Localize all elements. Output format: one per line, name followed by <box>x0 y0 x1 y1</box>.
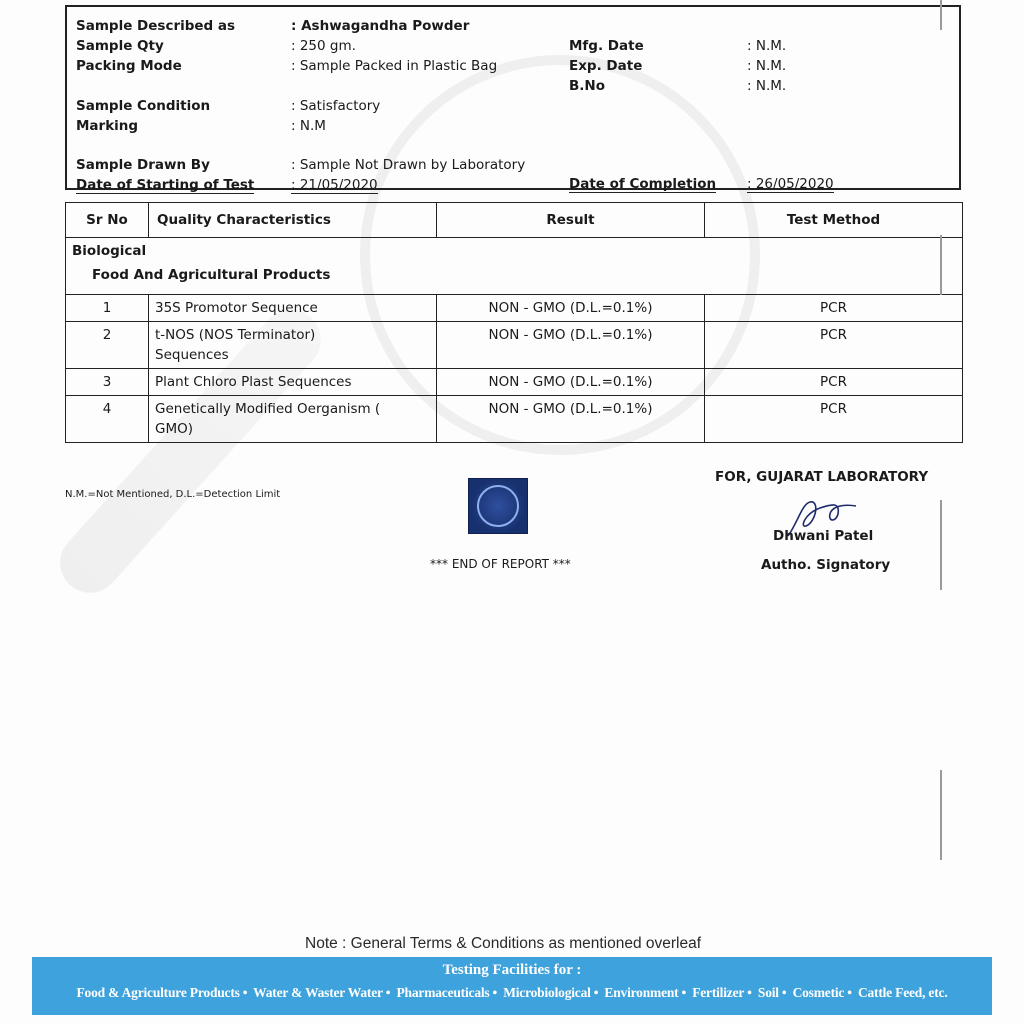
facility-item: Pharmaceuticals <box>396 985 490 1000</box>
laboratory-seal <box>468 478 528 534</box>
row-test-method: PCR <box>705 369 963 396</box>
facility-item: Food & Agriculture Products <box>76 985 240 1000</box>
row-quality-characteristic: Genetically Modified Oerganism ( GMO) <box>149 396 437 443</box>
marking-label: Marking <box>76 118 139 134</box>
packing-value: : Sample Packed in Plastic Bag <box>291 58 498 74</box>
row-result: NON - GMO (D.L.=0.1%) <box>437 322 705 369</box>
drawn-label: Sample Drawn By <box>76 157 210 173</box>
row-sr: 4 <box>66 396 149 443</box>
banner-title: Testing Facilities for : <box>442 962 582 978</box>
category-label: Biological <box>72 243 147 259</box>
header-result: Result <box>437 203 705 238</box>
header-test-method: Test Method <box>705 203 963 238</box>
row-sr: 2 <box>66 322 149 369</box>
signer-title: Autho. Signatory <box>761 557 891 573</box>
start-date-value: : 21/05/2020 <box>291 177 378 193</box>
marking-value: : N.M <box>291 118 326 134</box>
row-test-method: PCR <box>705 322 963 369</box>
row-result: NON - GMO (D.L.=0.1%) <box>437 396 705 443</box>
margin-mark <box>940 0 942 30</box>
completion-date-value: : 26/05/2020 <box>747 176 834 192</box>
facility-item: Environment <box>604 985 679 1000</box>
facility-item: Water & Waster Water <box>253 985 383 1000</box>
described-as-value: : Ashwagandha Powder <box>291 18 470 34</box>
results-table <box>65 202 963 443</box>
row-result: NON - GMO (D.L.=0.1%) <box>437 369 705 396</box>
end-of-report: *** END OF REPORT *** <box>430 557 571 571</box>
row-sr: 1 <box>66 295 149 322</box>
row-result: NON - GMO (D.L.=0.1%) <box>437 295 705 322</box>
testing-facilities-banner <box>32 957 992 1015</box>
row-quality-characteristic: Plant Chloro Plast Sequences <box>149 369 437 396</box>
table-row <box>66 396 963 443</box>
for-laboratory-label: FOR, GUJARAT LABORATORY <box>715 469 929 485</box>
exp-label: Exp. Date <box>569 58 643 74</box>
facility-item: Cattle Feed, etc. <box>857 985 948 1000</box>
bno-label: B.No <box>569 78 605 94</box>
seal-ring-icon <box>477 485 519 527</box>
row-quality-characteristic: t-NOS (NOS Terminator) Sequences <box>149 322 437 369</box>
row-quality-characteristic: 35S Promotor Sequence <box>149 295 437 322</box>
drawn-value: : Sample Not Drawn by Laboratory <box>291 157 526 173</box>
terms-note: Note : General Terms & Conditions as mentioned overleaf <box>305 935 702 952</box>
margin-mark <box>940 500 942 590</box>
banner-items: Food & Agriculture Products • Water & Waster Water • Pharmaceuticals • Microbiological • Environment • Fertilizer • Soil • Cosmetic • Cattle Feed, etc. <box>76 985 948 1000</box>
table-row <box>66 322 963 369</box>
row-test-method: PCR <box>705 295 963 322</box>
abbreviation-footnote: N.M.=Not Mentioned, D.L.=Detection Limit <box>65 489 281 500</box>
margin-mark <box>940 235 942 295</box>
mfg-value: : N.M. <box>747 38 787 54</box>
signer-name: Dhwani Patel <box>773 528 874 544</box>
start-date-label: Date of Starting of Test <box>76 177 255 193</box>
completion-date-label: Date of Completion <box>569 176 717 192</box>
row-test-method: PCR <box>705 396 963 443</box>
header-quality-characteristics: Quality Characteristics <box>149 203 437 238</box>
facility-item: Cosmetic <box>792 985 845 1000</box>
table-row <box>66 369 963 396</box>
header-sr-no: Sr No <box>66 203 149 238</box>
table-row <box>66 295 963 322</box>
bno-value: : N.M. <box>747 78 787 94</box>
qty-value: : 250 gm. <box>291 38 356 54</box>
facility-item: Fertilizer <box>692 985 745 1000</box>
mfg-label: Mfg. Date <box>569 38 644 54</box>
qty-label: Sample Qty <box>76 38 164 54</box>
packing-label: Packing Mode <box>76 58 182 74</box>
sample-info-box <box>65 5 961 193</box>
exp-value: : N.M. <box>747 58 787 74</box>
category-row <box>66 238 963 295</box>
facility-item: Microbiological <box>503 985 591 1000</box>
condition-label: Sample Condition <box>76 98 211 114</box>
condition-value: : Satisfactory <box>291 98 381 114</box>
margin-mark <box>940 770 942 860</box>
described-as-label: Sample Described as <box>76 18 236 34</box>
subcategory-label: Food And Agricultural Products <box>92 267 331 283</box>
facility-item: Soil <box>757 985 779 1000</box>
row-sr: 3 <box>66 369 149 396</box>
